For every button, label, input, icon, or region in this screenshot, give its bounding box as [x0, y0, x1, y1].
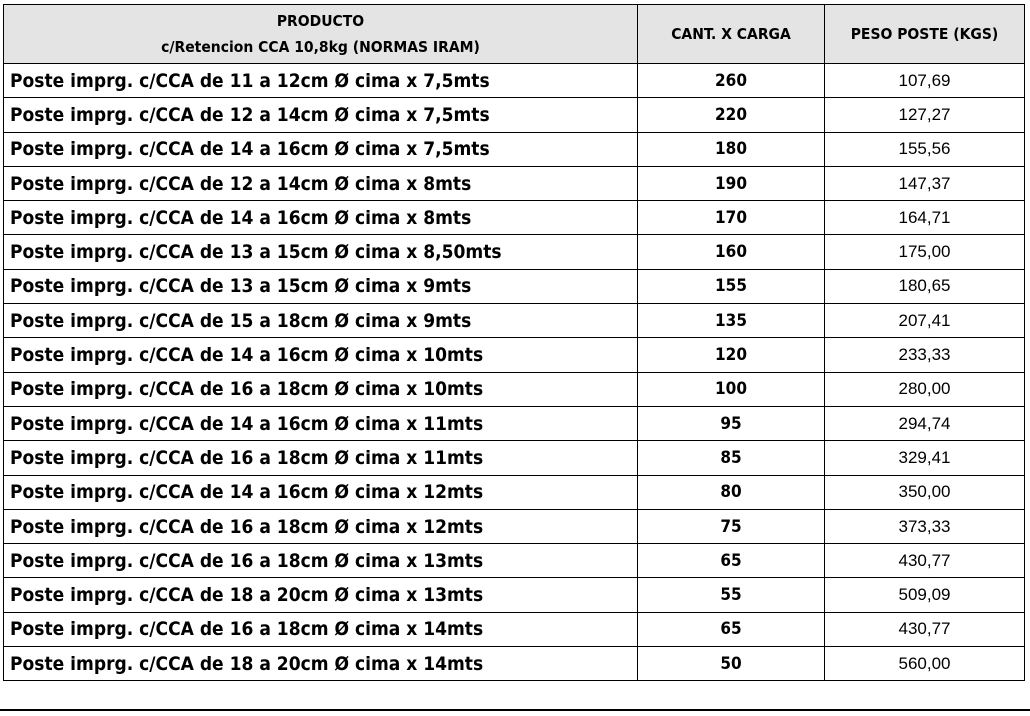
qty-cell: 160	[638, 235, 825, 269]
product-cell: Poste imprg. c/CCA de 12 a 14cm Ø cima x 7,5mts	[4, 98, 638, 132]
weight-cell: 175,00	[825, 235, 1025, 269]
table-row	[4, 338, 1025, 372]
table-row	[4, 64, 1025, 98]
qty-cell: 85	[638, 441, 825, 475]
weight-cell: 560,00	[825, 647, 1025, 681]
weight-cell: 350,00	[825, 475, 1025, 509]
product-cell: Poste imprg. c/CCA de 14 a 16cm Ø cima x 8mts	[4, 201, 638, 235]
product-cell: Poste imprg. c/CCA de 14 a 16cm Ø cima x 11mts	[4, 406, 638, 440]
weight-cell: 233,33	[825, 338, 1025, 372]
table-row	[4, 235, 1025, 269]
header-product	[4, 5, 638, 64]
qty-cell: 55	[638, 578, 825, 612]
product-cell: Poste imprg. c/CCA de 12 a 14cm Ø cima x 8mts	[4, 166, 638, 200]
table-row	[4, 132, 1025, 166]
qty-cell: 135	[638, 304, 825, 338]
weight-cell: 107,69	[825, 64, 1025, 98]
qty-cell: 120	[638, 338, 825, 372]
table-row	[4, 509, 1025, 543]
product-cell: Poste imprg. c/CCA de 16 a 18cm Ø cima x 14mts	[4, 612, 638, 646]
table-row	[4, 441, 1025, 475]
weight-cell: 127,27	[825, 98, 1025, 132]
table-row	[4, 98, 1025, 132]
weight-cell: 329,41	[825, 441, 1025, 475]
table-row	[4, 201, 1025, 235]
table-row	[4, 166, 1025, 200]
table-row	[4, 612, 1025, 646]
product-cell: Poste imprg. c/CCA de 13 a 15cm Ø cima x 9mts	[4, 269, 638, 303]
product-cell: Poste imprg. c/CCA de 16 a 18cm Ø cima x 13mts	[4, 544, 638, 578]
qty-cell: 170	[638, 201, 825, 235]
qty-cell: 75	[638, 509, 825, 543]
qty-cell: 65	[638, 612, 825, 646]
product-cell: Poste imprg. c/CCA de 16 a 18cm Ø cima x 11mts	[4, 441, 638, 475]
qty-cell: 80	[638, 475, 825, 509]
qty-cell: 260	[638, 64, 825, 98]
table-row	[4, 544, 1025, 578]
product-cell: Poste imprg. c/CCA de 14 a 16cm Ø cima x 7,5mts	[4, 132, 638, 166]
table-row	[4, 647, 1025, 681]
weight-cell: 164,71	[825, 201, 1025, 235]
qty-cell: 50	[638, 647, 825, 681]
weight-cell: 509,09	[825, 578, 1025, 612]
header-qty: CANT. X CARGA	[638, 5, 825, 64]
product-table	[3, 4, 1025, 681]
table-row	[4, 269, 1025, 303]
product-cell: Poste imprg. c/CCA de 16 a 18cm Ø cima x 12mts	[4, 509, 638, 543]
qty-cell: 220	[638, 98, 825, 132]
weight-cell: 280,00	[825, 372, 1025, 406]
qty-cell: 65	[638, 544, 825, 578]
product-cell: Poste imprg. c/CCA de 11 a 12cm Ø cima x 7,5mts	[4, 64, 638, 98]
product-cell: Poste imprg. c/CCA de 18 a 20cm Ø cima x 13mts	[4, 578, 638, 612]
weight-cell: 147,37	[825, 166, 1025, 200]
weight-cell: 155,56	[825, 132, 1025, 166]
table-header	[4, 5, 1025, 64]
qty-cell: 100	[638, 372, 825, 406]
qty-cell: 190	[638, 166, 825, 200]
header-row	[4, 5, 1025, 64]
weight-cell: 207,41	[825, 304, 1025, 338]
weight-cell: 430,77	[825, 544, 1025, 578]
qty-cell: 155	[638, 269, 825, 303]
table-row	[4, 304, 1025, 338]
table-row	[4, 406, 1025, 440]
product-table-container	[3, 4, 1025, 681]
header-product-subtitle: c/Retencion CCA 10,8kg (NORMAS IRAM)	[161, 38, 480, 56]
weight-cell: 373,33	[825, 509, 1025, 543]
product-cell: Poste imprg. c/CCA de 18 a 20cm Ø cima x 14mts	[4, 647, 638, 681]
qty-cell: 180	[638, 132, 825, 166]
qty-cell: 95	[638, 406, 825, 440]
product-cell: Poste imprg. c/CCA de 14 a 16cm Ø cima x 10mts	[4, 338, 638, 372]
table-row	[4, 475, 1025, 509]
header-product-title: PRODUCTO	[276, 12, 365, 30]
table-row	[4, 578, 1025, 612]
weight-cell: 294,74	[825, 406, 1025, 440]
header-weight: PESO POSTE (KGS)	[825, 5, 1025, 64]
product-cell: Poste imprg. c/CCA de 14 a 16cm Ø cima x 12mts	[4, 475, 638, 509]
weight-cell: 180,65	[825, 269, 1025, 303]
table-row	[4, 372, 1025, 406]
product-cell: Poste imprg. c/CCA de 16 a 18cm Ø cima x 10mts	[4, 372, 638, 406]
bottom-divider	[0, 709, 1030, 711]
table-body	[4, 64, 1025, 681]
product-cell: Poste imprg. c/CCA de 15 a 18cm Ø cima x 9mts	[4, 304, 638, 338]
weight-cell: 430,77	[825, 612, 1025, 646]
product-cell: Poste imprg. c/CCA de 13 a 15cm Ø cima x 8,50mts	[4, 235, 638, 269]
